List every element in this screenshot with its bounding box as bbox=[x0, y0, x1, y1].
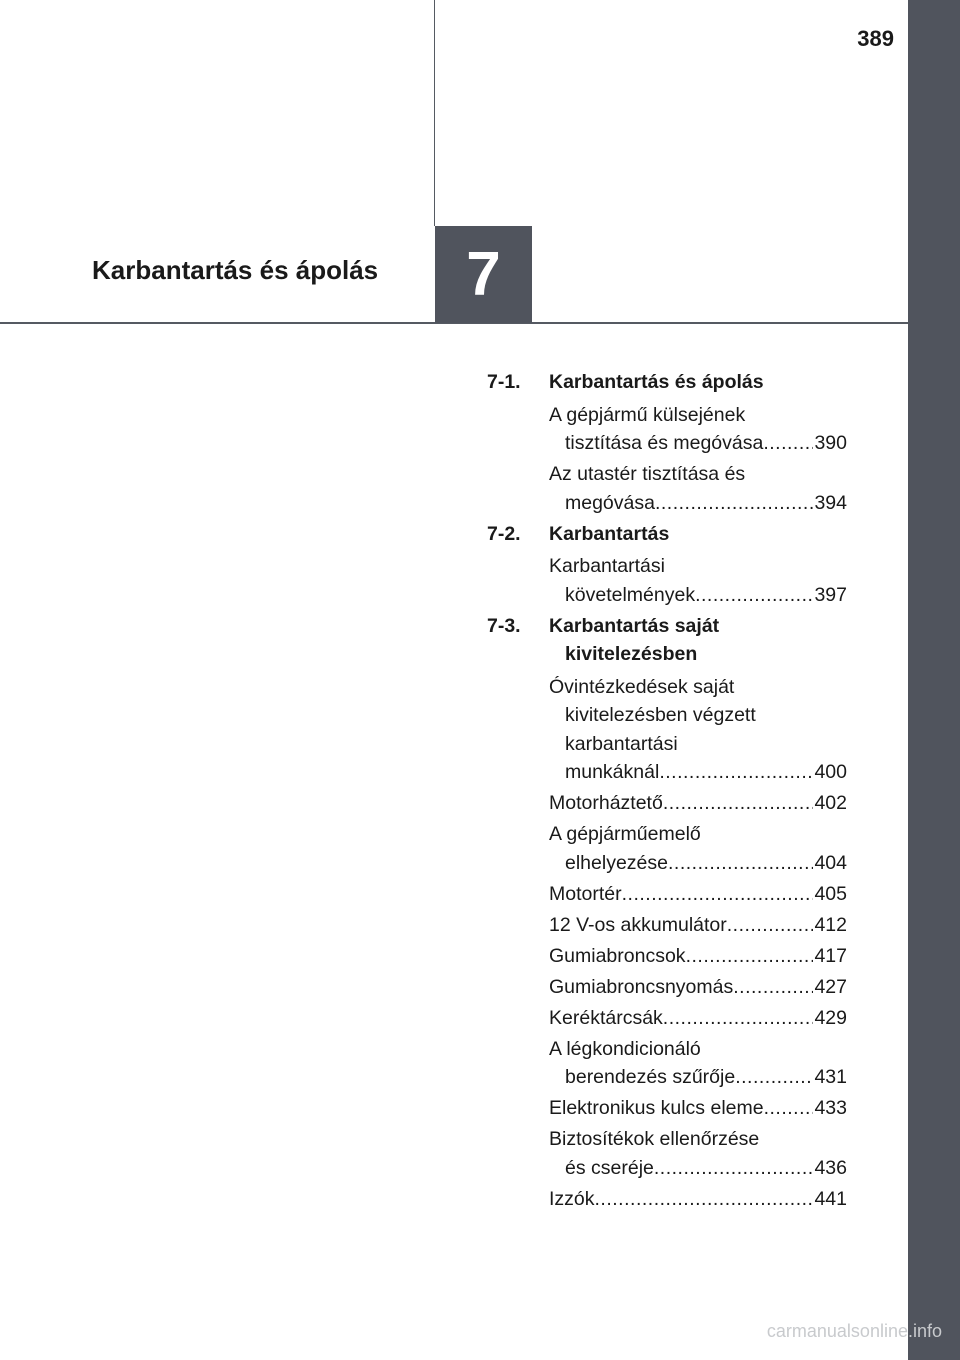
toc-entry-page: 390 bbox=[813, 429, 847, 458]
toc-section-title: Karbantartás bbox=[549, 522, 670, 545]
toc-entry-page: 436 bbox=[813, 1154, 847, 1183]
toc-entry[interactable] bbox=[549, 401, 847, 458]
toc-entry-text: A légkondicionáló bbox=[549, 1037, 701, 1060]
toc-entry-leader-text: berendezés szűrője ..... bbox=[565, 1063, 813, 1092]
toc-entry-page: 427 bbox=[813, 973, 847, 1002]
toc-entry-text: Biztosítékok ellenőrzése bbox=[549, 1128, 760, 1150]
toc-entry-leader-text: Keréktárcsák ..... bbox=[549, 1004, 813, 1033]
toc-entry-text: Az utastér tisztítása és bbox=[549, 463, 746, 485]
toc-entry-page: 394 bbox=[813, 489, 847, 518]
toc-entry[interactable] bbox=[549, 1185, 847, 1214]
toc-entry-page: 404 bbox=[813, 849, 847, 878]
toc-section-number: 7-3. bbox=[487, 614, 521, 637]
toc-entry-page: 402 bbox=[813, 789, 847, 818]
toc-entry-text: A gépjármű külsejének bbox=[549, 403, 746, 426]
toc-entry-page: 441 bbox=[813, 1185, 847, 1214]
toc-entry[interactable] bbox=[549, 1035, 847, 1092]
toc-entry-leader-text: tisztítása és megóvása ..... bbox=[565, 429, 813, 458]
toc-entry[interactable] bbox=[549, 880, 847, 909]
toc-section-title: Karbantartás és ápolás bbox=[549, 371, 764, 393]
toc-entry-leader-text: megóvása ..... bbox=[565, 489, 813, 518]
toc-entry[interactable] bbox=[549, 789, 847, 818]
toc-entry-leader-text: Izzók ..... bbox=[549, 1185, 813, 1214]
chapter-title: Karbantartás és ápolás bbox=[92, 255, 379, 285]
toc-section-heading[interactable] bbox=[487, 612, 847, 669]
divider-vertical bbox=[434, 0, 435, 226]
toc-entry[interactable] bbox=[549, 1004, 847, 1033]
toc-entry-leader-text: követelmények ..... bbox=[565, 581, 813, 610]
toc-section-number: 7-2. bbox=[487, 522, 521, 545]
chapter-number-box bbox=[435, 226, 532, 323]
toc-entry-leader-text: és cseréje ..... bbox=[565, 1154, 813, 1183]
toc-entry-page: 417 bbox=[813, 942, 847, 971]
page-number: 389 bbox=[857, 26, 894, 51]
toc-entry-leader-text: Gumiabroncsnyomás ..... bbox=[549, 973, 813, 1002]
toc-entry-leader-text: munkáknál ..... bbox=[565, 758, 813, 787]
toc-entry-leader-text: 12 V-os akkumulátor ..... bbox=[549, 911, 813, 940]
toc-entry-leader-text: Motorháztető ..... bbox=[549, 789, 813, 818]
toc-entry-leader-text: Gumiabroncsok ..... bbox=[549, 942, 813, 971]
toc-entry-page: 429 bbox=[813, 1004, 847, 1033]
toc-entry-page: 400 bbox=[813, 758, 847, 787]
toc-entry[interactable] bbox=[549, 552, 847, 609]
toc-entry[interactable] bbox=[549, 942, 847, 971]
toc-entry[interactable] bbox=[549, 973, 847, 1002]
chapter-side-tab bbox=[908, 0, 960, 1360]
toc-entry-page: 433 bbox=[813, 1094, 847, 1123]
toc-section-heading[interactable] bbox=[487, 520, 847, 549]
toc-entry-leader-text: Elektronikus kulcs eleme ..... bbox=[549, 1094, 813, 1123]
toc-entry-text: Karbantartási bbox=[549, 555, 665, 577]
toc-entry[interactable] bbox=[549, 820, 847, 877]
toc-entry-page: 412 bbox=[813, 911, 847, 940]
toc-section-heading[interactable] bbox=[487, 368, 847, 397]
watermark: carmanualsonline.info bbox=[766, 1321, 942, 1341]
toc-entry-page: 405 bbox=[813, 880, 847, 909]
toc-section-number: 7-1. bbox=[487, 371, 521, 393]
toc-entry-page: 431 bbox=[813, 1063, 847, 1092]
toc-entry[interactable] bbox=[549, 460, 847, 517]
table-of-contents bbox=[487, 368, 847, 1216]
toc-entry[interactable] bbox=[549, 1094, 847, 1123]
toc-section-title: Karbantartás saját kivitelezésben bbox=[549, 614, 720, 665]
toc-entry-page: 397 bbox=[813, 581, 847, 610]
toc-entry[interactable] bbox=[549, 673, 847, 787]
toc-entry-text: A gépjárműemelő bbox=[549, 823, 701, 845]
toc-entry[interactable] bbox=[549, 1125, 847, 1182]
toc-entry-leader-text: Motortér ..... bbox=[549, 880, 813, 909]
toc-entry[interactable] bbox=[549, 911, 847, 940]
chapter-number: 7 bbox=[466, 240, 501, 309]
toc-entry-text: Óvintézkedések saját kivitelezésben végzett karbantartási bbox=[549, 675, 756, 755]
toc-entry-leader-text: elhelyezése ..... bbox=[565, 849, 813, 878]
